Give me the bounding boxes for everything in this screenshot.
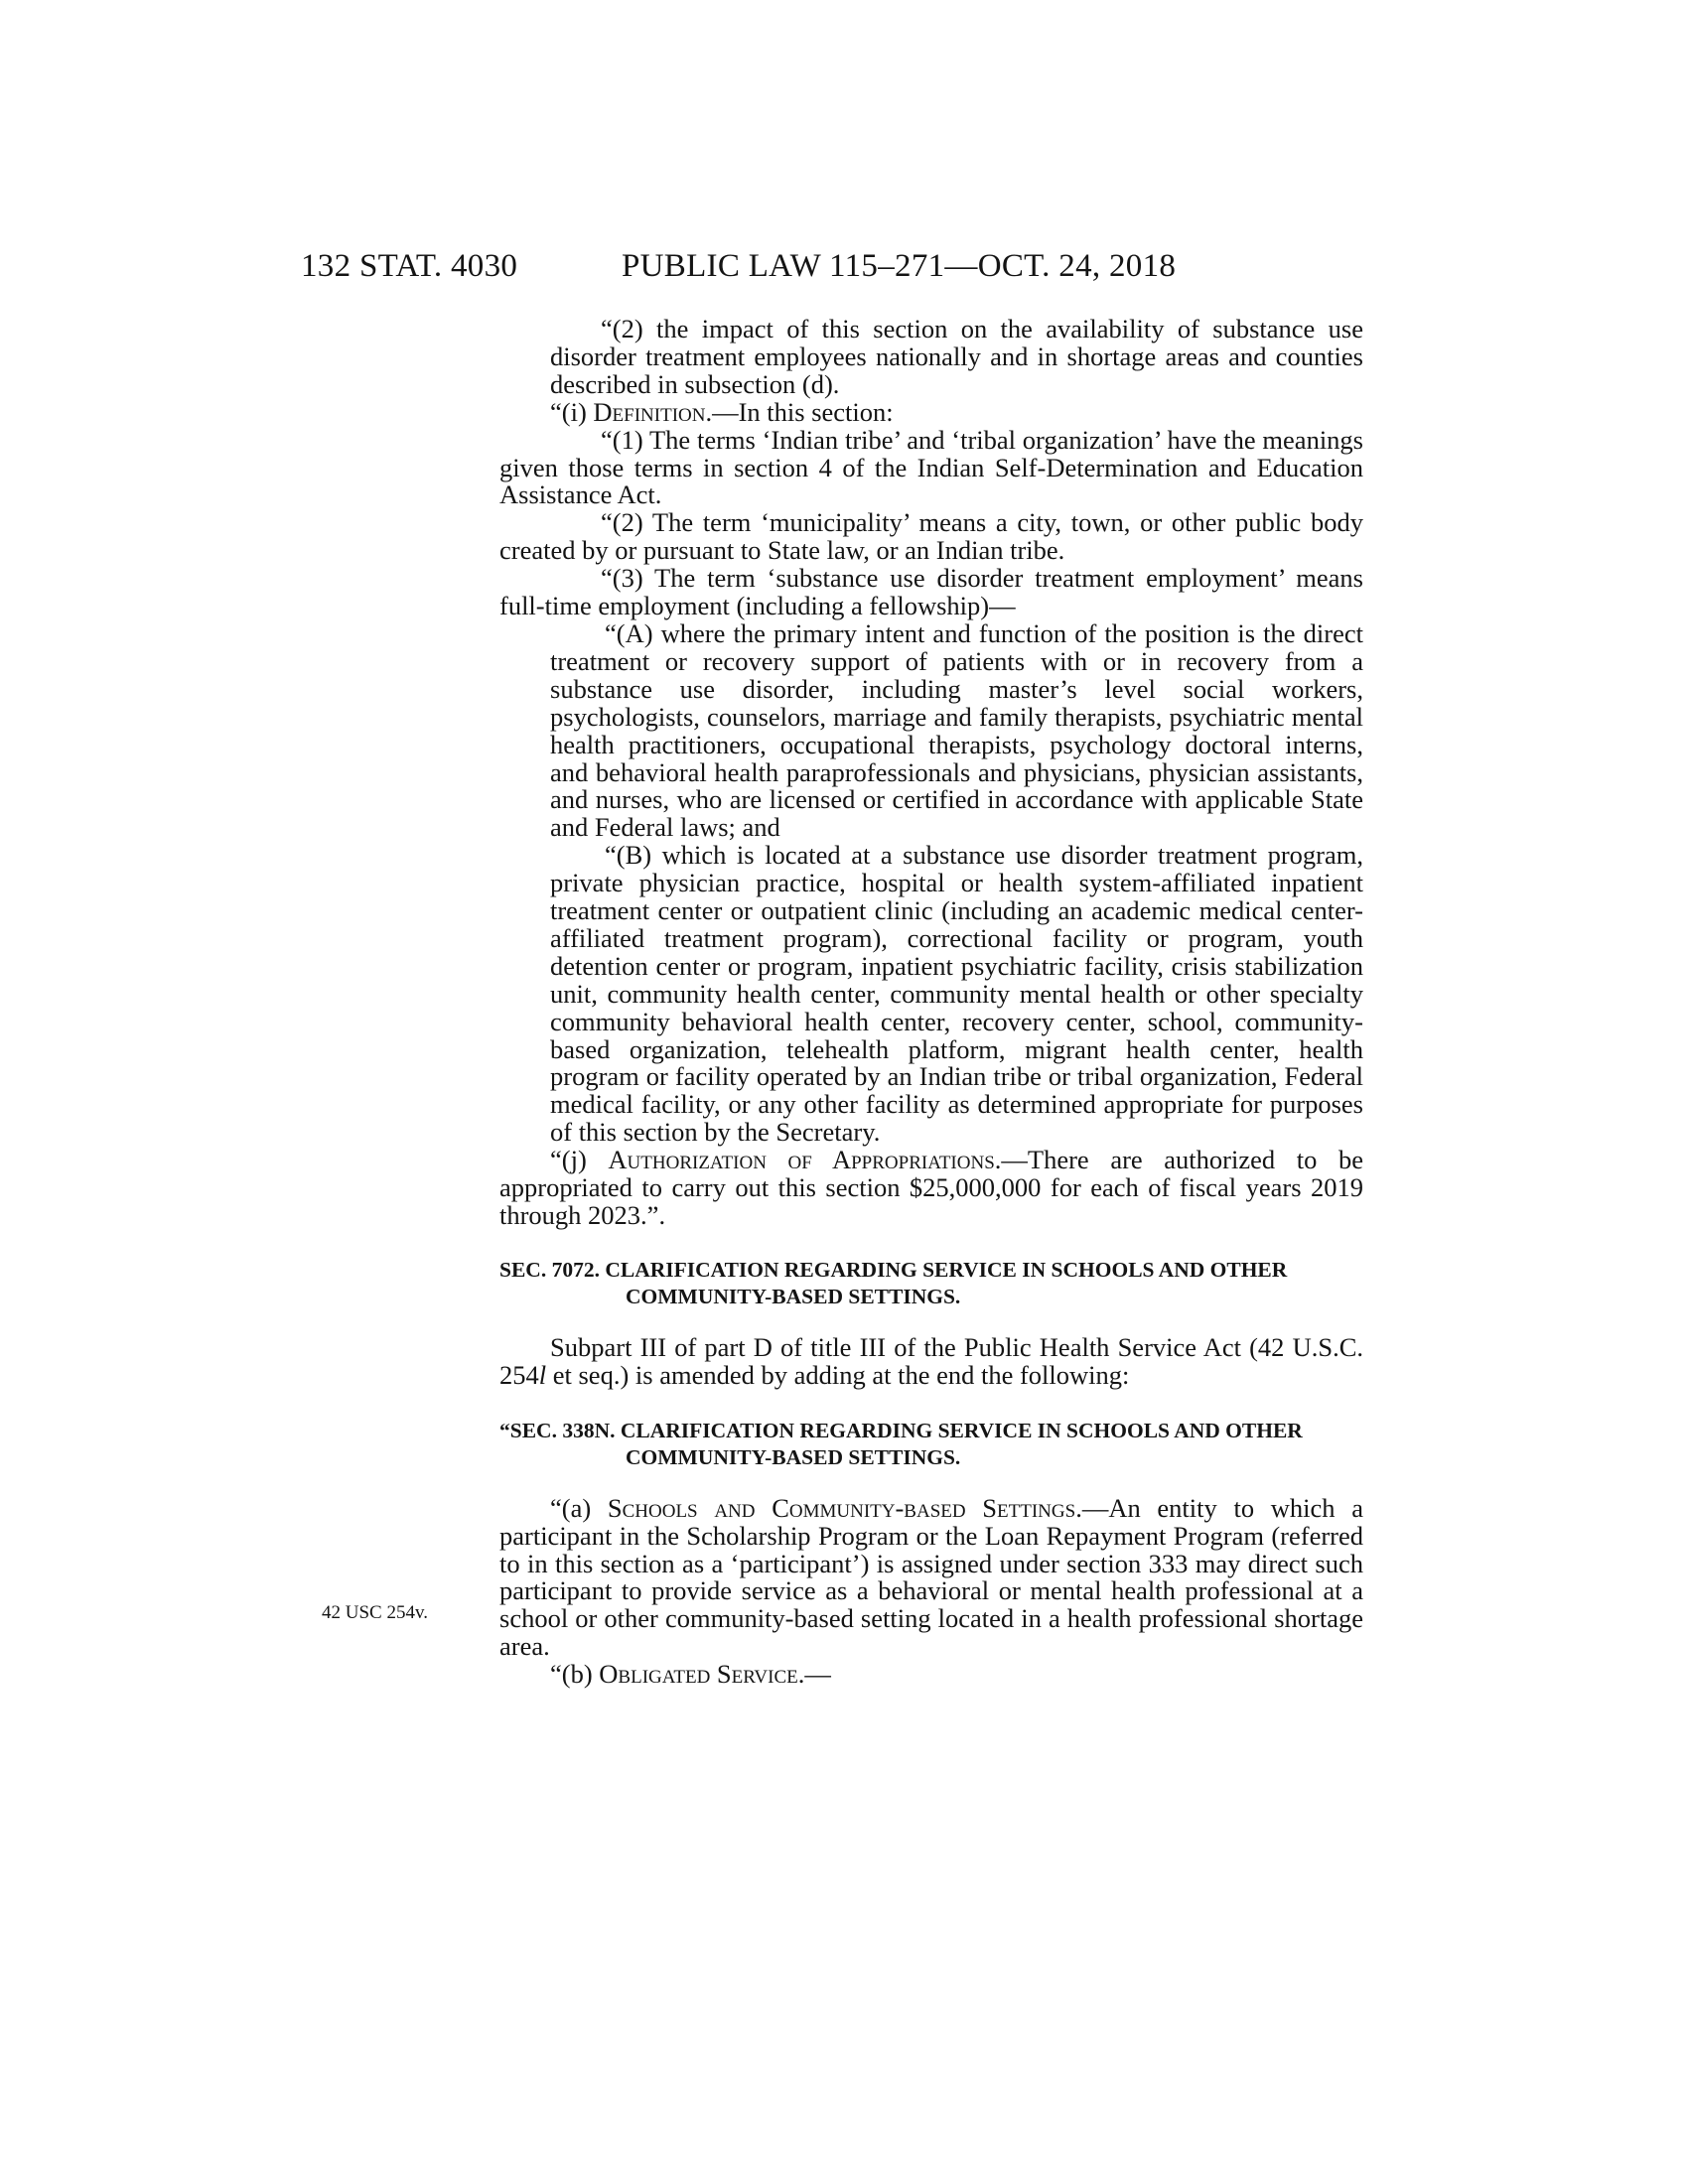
paragraph-indian-tribe: “(1) The terms ‘Indian tribe’ and ‘tribal organization’ have the meanings given those terms in section 4 of the Indian Self-Determination and Education Assistance Act. [499,424,1363,510]
subparagraph-a: “(A) where the primary intent and function of the position is the direct treatment or recovery support of patients with or in recovery from a substance use disorder, including master’s level social workers, psychologists, counselors, marriage and family therapists, psychiatric mental health practitioners, occupational therapists, psychology doctoral interns, and behavioral health paraprofessionals and physicians, physician assistants, and nurses, who are licensed or certified in accordance with applicable State and Federal laws; and [550,617,1363,843]
heading-schools: Schools and Community-based Settings [607,1492,1076,1523]
paragraph-subpart-amendment: Subpart III of part D of title III of the Public Health Service Act (42 U.S.C. 254l et seq.) is amended by adding at the end the following: [499,1331,1363,1390]
subsection-authorization: “(j) Authorization of Appropriations.—There are authorized to be appropriated to carry out this section $25,000,000 for each of fiscal years 2019 through 2023.”. [499,1145,1363,1230]
paragraph-impact: “(2) the impact of this section on the availability of substance use disorder treatment employees nationally and in shortage areas and counties described in subsection (d). [550,314,1363,399]
section-heading-7072: SEC. 7072. CLARIFICATION REGARDING SERVICE IN SCHOOLS AND OTHER COMMUNITY-BASED SETTINGS. [499,1257,1288,1308]
margin-citation: 42 USC 254v. [322,1602,428,1623]
subsection-definition: “(i) Definition.—In this section: [550,396,894,427]
statute-page-number: 132 STAT. 4030 [301,248,518,284]
section-heading-338n: “SEC. 338N. CLARIFICATION REGARDING SERVICE IN SCHOOLS AND OTHER COMMUNITY-BASED SETTINGS. [499,1418,1303,1469]
heading-obligated-service: Obligated Service [599,1659,798,1690]
heading-definition: Definition [593,396,706,427]
subsection-schools: “(a) Schools and Community-based Settings.—An entity to which a participant in the Scholarship Program or the Loan Repayment Program (referred to in this section as a ‘participant’) is assigned under section 333 may direct such participant to provide service as a behavioral or mental health professional at a school or other community-based setting located in a health professional shortage area. [499,1492,1363,1662]
subparagraph-b: “(B) which is located at a substance use disorder treatment program, private physician practice, hospital or health system-affiliated inpatient treatment center or outpatient clinic (including an academic medical center-affiliated treatment program), correctional facility or program, youth detention center or program, inpatient psychiatric facility, crisis stabilization unit, community health center, community mental health or other specialty community behavioral health center, recovery center, school, community-based organization, telehealth platform, migrant health center, health program or facility operated by an Indian tribe or tribal organization, Federal medical facility, or any other facility as determined appropriate for purposes of this section by the Secretary. [550,840,1363,1148]
public-law-title: PUBLIC LAW 115–271—OCT. 24, 2018 [622,248,1177,284]
subsection-obligated-service: “(b) Obligated Service.— [550,1659,831,1690]
paragraph-municipality: “(2) The term ‘municipality’ means a city, town, or other public body created by or pursuant to State law, or an Indian tribe. [499,507,1363,566]
heading-authorization: Authorization of Appropriations [608,1145,995,1175]
document-body [499,316,1363,1689]
paragraph-treatment-employment: “(3) The term ‘substance use disorder treatment employment’ means full-time employment (including a fellowship)— [499,563,1363,621]
